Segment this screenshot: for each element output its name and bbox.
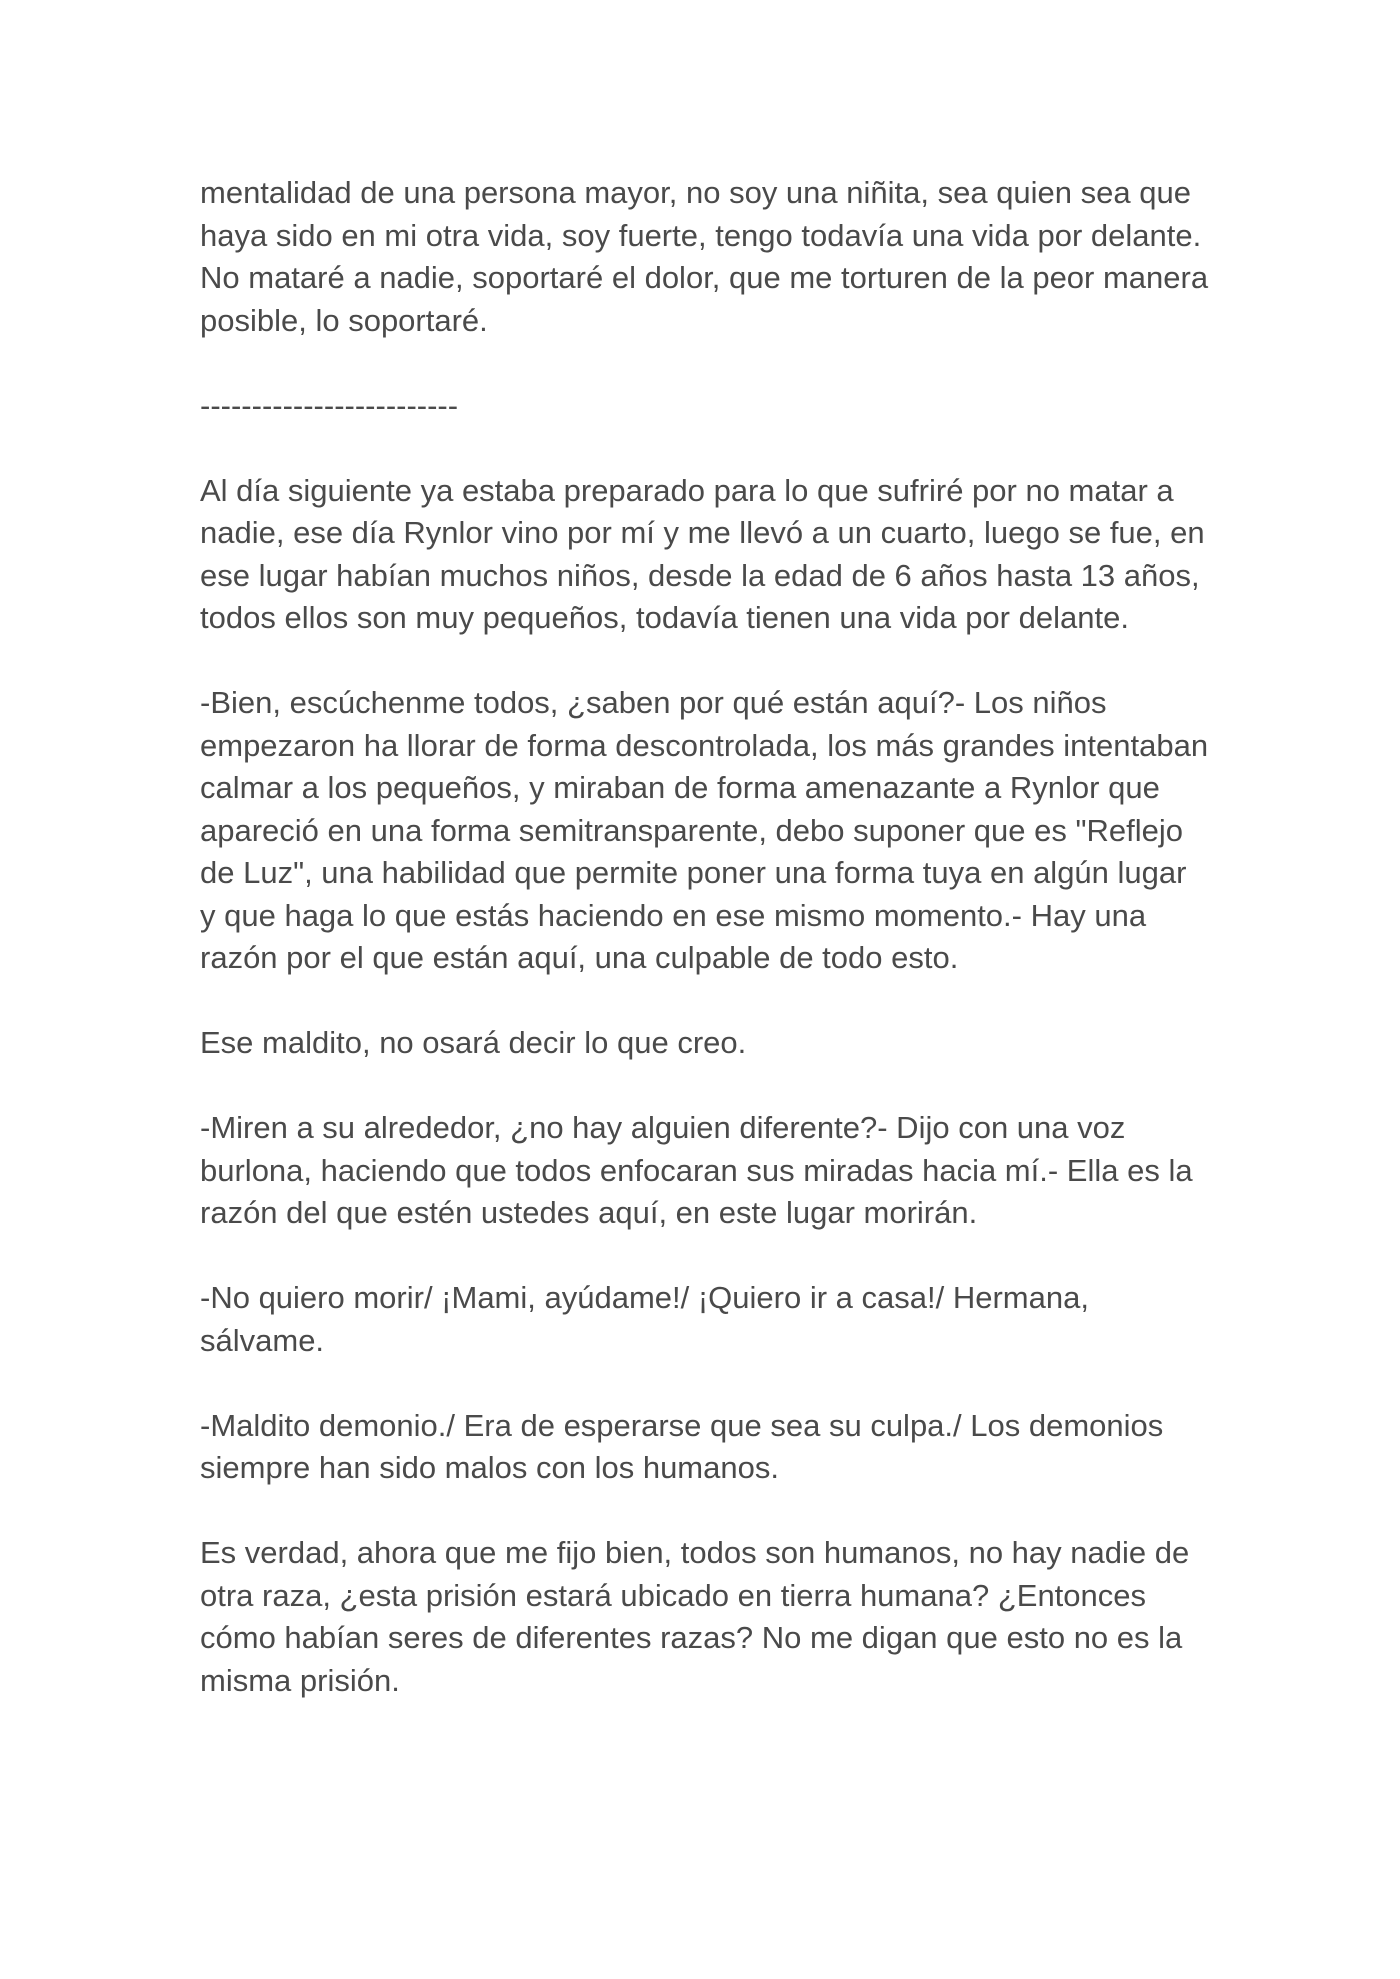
paragraph-7: -Maldito demonio./ Era de esperarse que sea su culpa./ Los demonios siempre han sido malos con los humanos.	[200, 1407, 1164, 1485]
paragraph-4: Ese maldito, no osará decir lo que creo.	[200, 1025, 747, 1060]
paragraph-3: -Bien, escúchenme todos, ¿saben por qué están aquí?- Los niños empezaron ha llorar de forma descontrolada, los más grandes intentaban calmar a los pequeños, y miraban de forma amenazante a Rynlor que apareció en una forma semitransparente, debo suponer que es "Reflejo de Luz", una habilidad que permite poner una forma tuya en algún lugar y que haga lo que estás haciendo en ese mismo momento.- Hay una razón por el que están aquí, una culpable de todo esto.	[200, 685, 1209, 975]
paragraph-2: Al día siguiente ya estaba preparado para lo que sufriré por no matar a nadie, ese día Rynlor vino por mí y me llevó a un cuarto, luego se fue, en ese lugar habían muchos niños, desde la edad de 6 años hasta 13 años, todos ellos son muy pequeños, todavía tienen una vida por delante.	[200, 472, 1205, 635]
section-separator: -------------------------	[200, 387, 459, 423]
paragraph-6: -No quiero morir/ ¡Mami, ayúdame!/ ¡Quiero ir a casa!/ Hermana, sálvame.	[200, 1280, 1089, 1358]
document-body	[200, 172, 1210, 1745]
paragraph-8: Es verdad, ahora que me fijo bien, todos son humanos, no hay nadie de otra raza, ¿esta prisión estará ubicado en tierra humana? ¿Entonces cómo habían seres de diferentes razas? No me digan que esto no es la misma prisión.	[200, 1535, 1190, 1698]
paragraph-5: -Miren a su alrededor, ¿no hay alguien diferente?- Dijo con una voz burlona, haciendo que todos enfocaran sus miradas hacia mí.- Ella es la razón del que estén ustedes aquí, en este lugar morirán.	[200, 1110, 1193, 1230]
paragraph-1: mentalidad de una persona mayor, no soy una niñita, sea quien sea que haya sido en mi otra vida, soy fuerte, tengo todavía una vida por delante. No mataré a nadie, soportaré el dolor, que me torturen de la peor manera posible, lo soportaré.	[200, 175, 1209, 338]
